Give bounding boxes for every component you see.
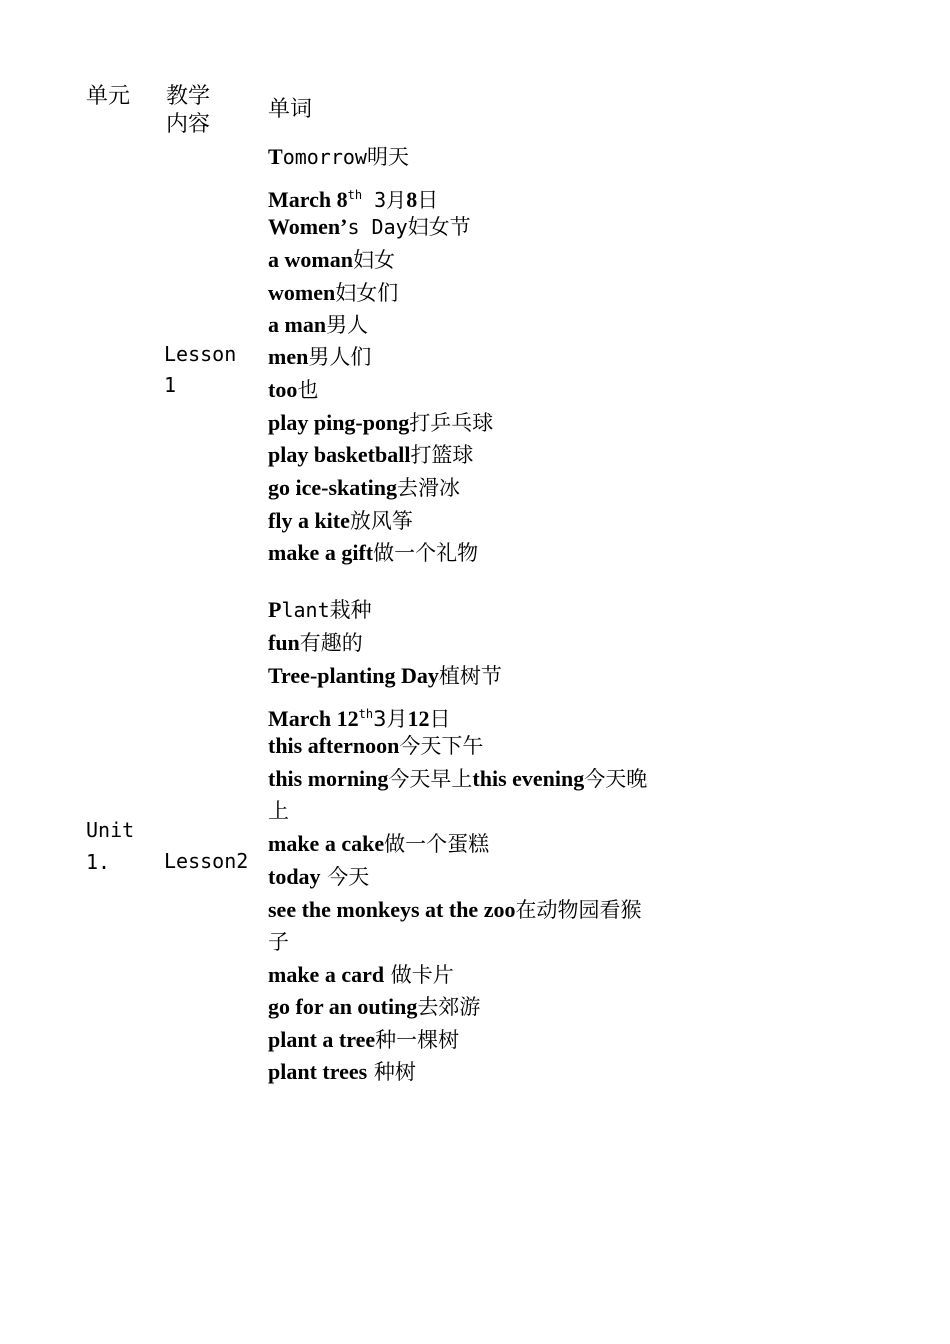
word-entry [268, 960, 454, 991]
word-zh: 今天晚 [584, 767, 648, 791]
word-en: plant a tree [268, 1027, 376, 1052]
word-date-num: 12 [407, 706, 430, 731]
word-entry [268, 538, 478, 569]
word-en: Women’ [268, 214, 348, 239]
word-en: fun [268, 630, 300, 655]
header-unit: 单元 [86, 84, 131, 109]
word-zh: 做卡片 [384, 963, 454, 987]
word-en: make a card [268, 962, 385, 987]
word-entry [268, 699, 450, 735]
word-entry [268, 895, 641, 926]
word-zh: 妇女节 [407, 215, 471, 239]
word-zh: 有趣的 [299, 631, 363, 655]
word-zh: 男人 [326, 313, 369, 337]
word-zh: 去滑冰 [396, 476, 460, 500]
word-entry [268, 764, 647, 795]
word-entry [268, 731, 483, 762]
word-en: go for an outing [268, 994, 418, 1019]
word-en-rest: s Day [347, 215, 408, 239]
word-entry-continuation [268, 927, 289, 958]
word-en: this morning [268, 766, 389, 791]
word-zh: 明天 [366, 145, 409, 169]
word-entry [268, 440, 473, 471]
word-zh: 今天下午 [399, 734, 484, 758]
word-en: Tree-planting Day [268, 663, 439, 688]
word-en: plant trees [268, 1059, 368, 1084]
word-en: today [268, 864, 321, 889]
word-entry [268, 342, 371, 373]
word-zh: 种一棵树 [375, 1028, 460, 1052]
header-content-line1: 教学 [166, 84, 211, 109]
word-entry [268, 862, 369, 893]
word-zh: 做一个礼物 [373, 541, 479, 565]
word-en: play ping-pong [268, 410, 410, 435]
lesson1-label-line2: 1 [164, 373, 177, 397]
word-entry [268, 628, 363, 659]
word-zh: 妇女们 [335, 281, 399, 305]
word-zh: 今天 [320, 865, 370, 889]
word-zh: 去郊游 [417, 995, 481, 1019]
word-zh: 今天早上 [388, 767, 473, 791]
word-zh: 在动物园看猴 [515, 898, 642, 922]
word-en: see the monkeys at the zoo [268, 897, 516, 922]
word-en: March 8 [268, 187, 348, 212]
word-en: T [268, 144, 283, 169]
word-entry [268, 310, 368, 341]
word-zh: 栽种 [329, 598, 372, 622]
word-entry [268, 473, 460, 504]
word-en-rest: omorrow [282, 145, 367, 169]
word-entry [268, 278, 398, 309]
word-en: too [268, 377, 298, 402]
word-date-cn: 3月 [362, 188, 407, 212]
word-entry [268, 212, 471, 243]
lesson1-label-line1: Lesson [164, 342, 237, 366]
word-zh: 日 [417, 188, 439, 212]
word-date-cn: 3月 [373, 707, 408, 731]
word-entry-continuation [268, 796, 289, 827]
word-zh: 也 [297, 378, 319, 402]
word-en: a woman [268, 247, 353, 272]
word-en: P [268, 597, 282, 622]
unit-label-line2: 1. [86, 850, 111, 874]
word-entry [268, 375, 318, 406]
word-en: women [268, 280, 336, 305]
word-zh: 打篮球 [410, 443, 474, 467]
word-zh: 日 [429, 707, 451, 731]
word-entry [268, 992, 480, 1023]
word-zh: 子 [268, 930, 289, 954]
word-entry [268, 180, 438, 216]
word-zh: 做一个蛋糕 [384, 832, 490, 856]
word-en: men [268, 344, 309, 369]
word-en: March 12 [268, 706, 359, 731]
word-zh: 放风筝 [349, 509, 413, 533]
word-en: fly a kite [268, 508, 350, 533]
word-entry [268, 1057, 416, 1088]
word-zh: 打乒乓球 [409, 411, 494, 435]
word-zh: 植树节 [438, 664, 502, 688]
word-en: make a gift [268, 540, 374, 565]
word-en: this afternoon [268, 733, 400, 758]
word-entry [268, 595, 372, 626]
header-content-line2: 内容 [166, 112, 211, 137]
word-en: a man [268, 312, 327, 337]
word-entry [268, 661, 502, 692]
word-en: this evening [472, 766, 585, 791]
word-entry [268, 408, 493, 439]
word-entry [268, 245, 395, 276]
word-superscript: th [358, 707, 374, 721]
word-en-rest: lant [281, 598, 330, 622]
unit-label-line1: Unit [86, 818, 135, 842]
word-entry [268, 142, 409, 173]
word-zh: 上 [268, 799, 289, 823]
word-zh: 种树 [367, 1060, 416, 1084]
word-date-num: 8 [406, 187, 418, 212]
word-zh: 男人们 [308, 345, 372, 369]
word-zh: 妇女 [352, 248, 395, 272]
word-en: play basketball [268, 442, 411, 467]
word-entry [268, 1025, 459, 1056]
word-superscript: th [347, 188, 363, 202]
word-en: make a cake [268, 831, 385, 856]
header-words: 单词 [268, 97, 313, 122]
word-entry [268, 506, 413, 537]
word-en: go ice-skating [268, 475, 397, 500]
lesson2-label: Lesson2 [164, 849, 249, 873]
word-entry [268, 829, 489, 860]
